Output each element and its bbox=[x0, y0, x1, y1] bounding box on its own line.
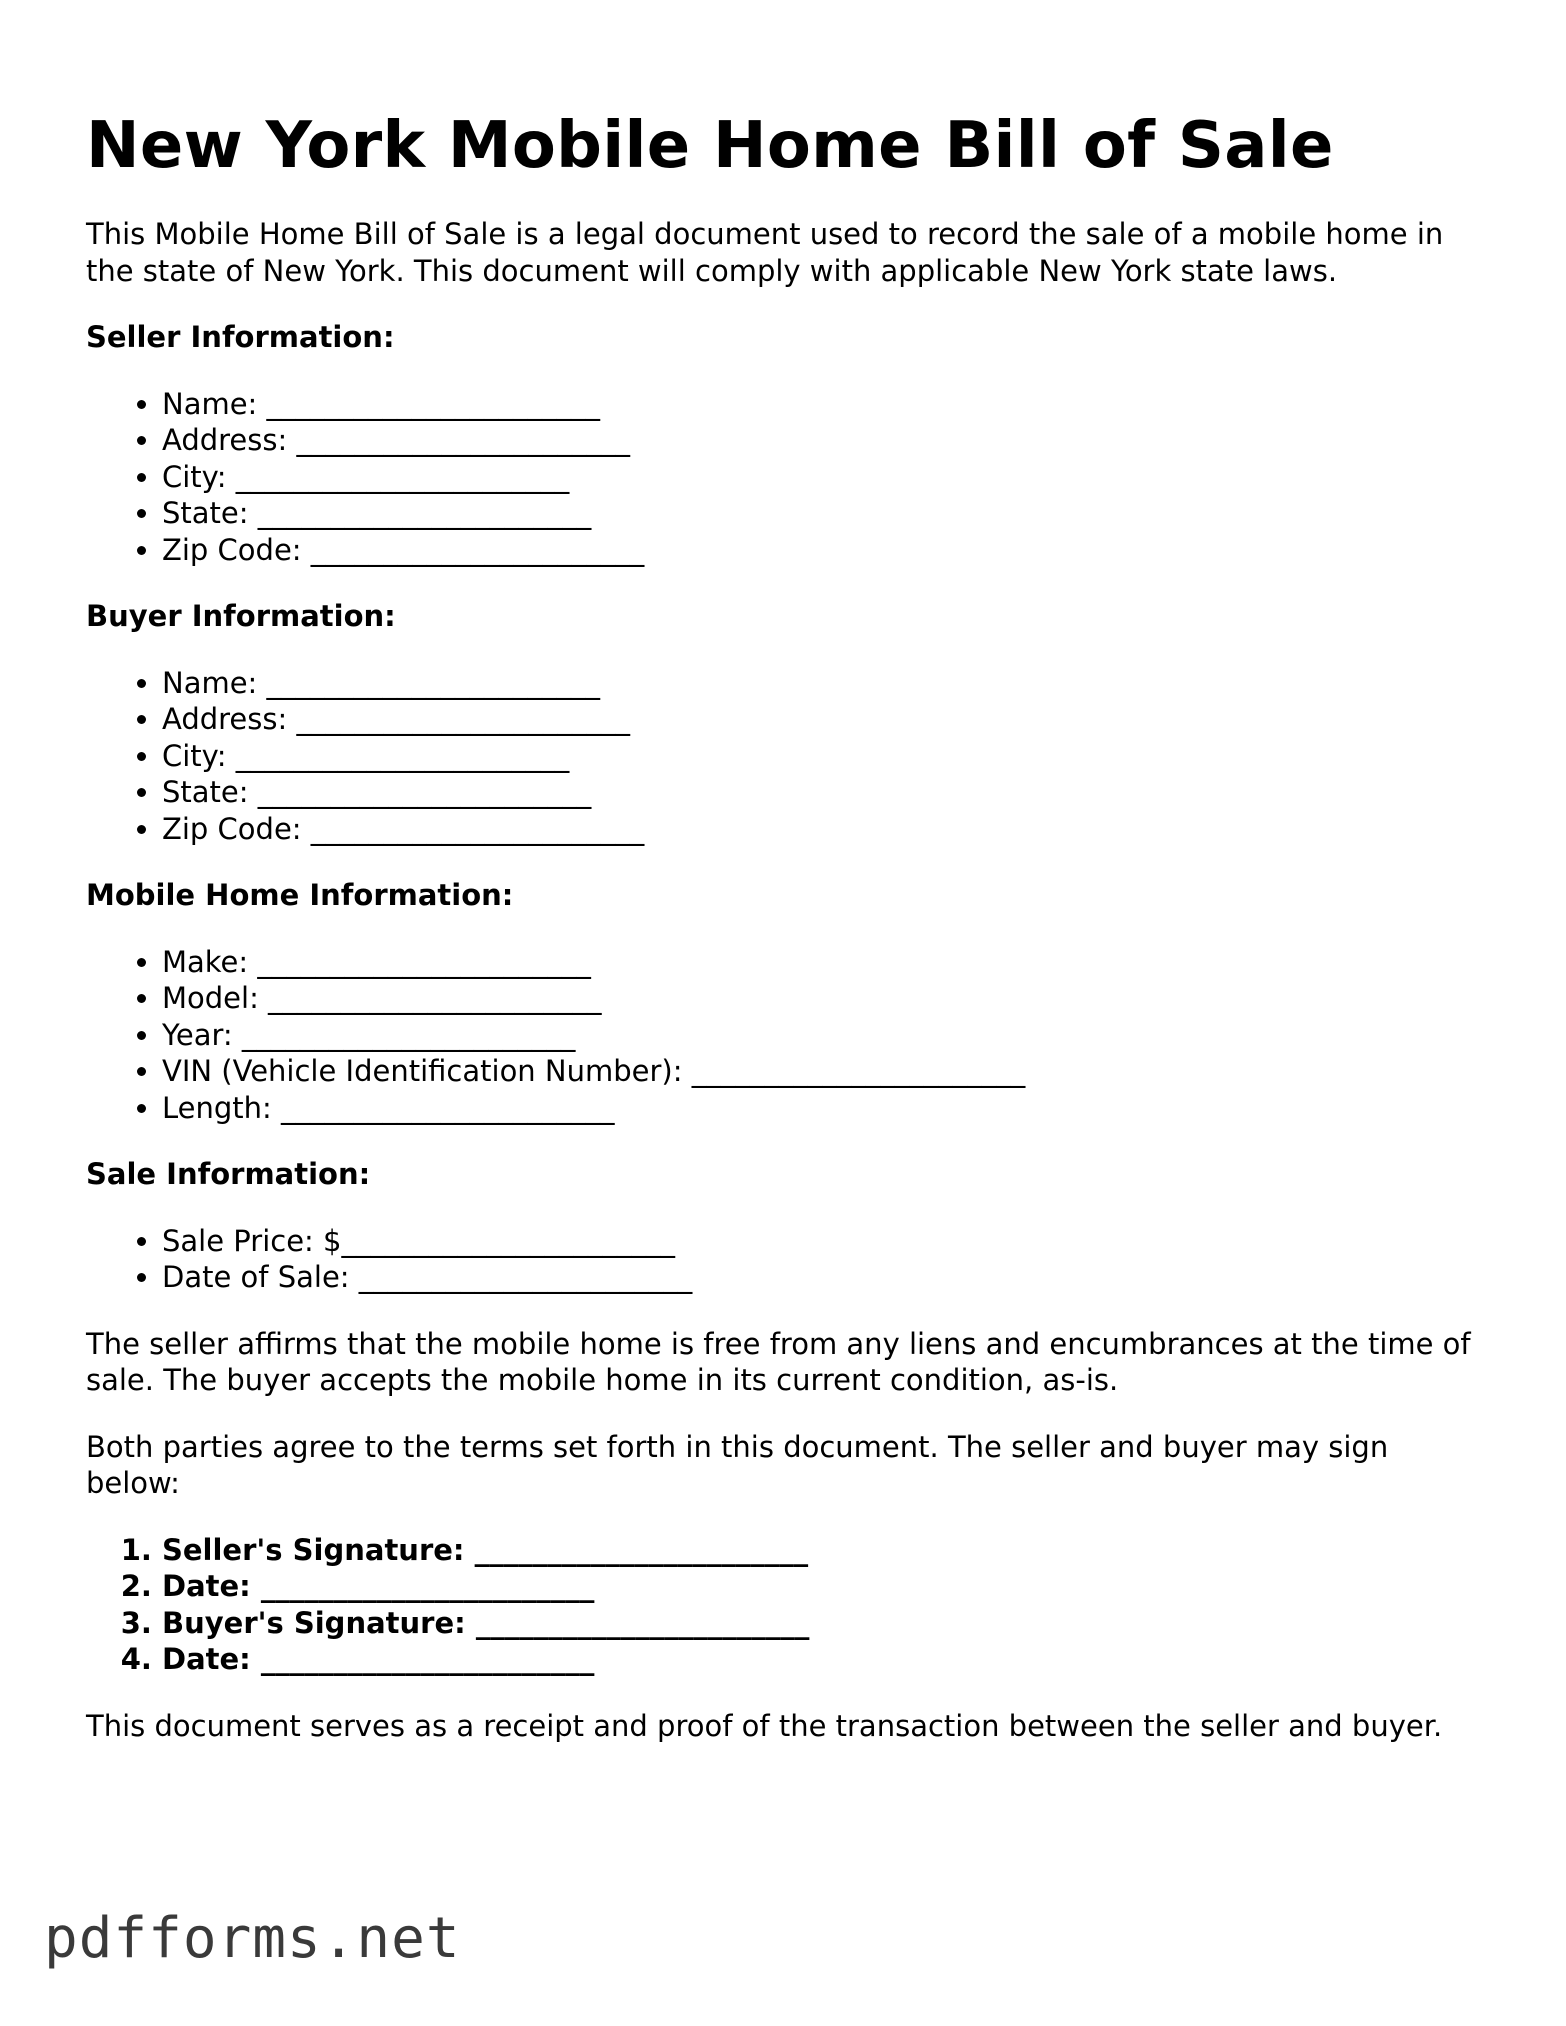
agreement-paragraph: Both parties agree to the terms set forth in this document. The seller and buyer may sign below: bbox=[86, 1429, 1389, 1500]
home-year-field[interactable]: • Year: _______________________ bbox=[162, 1017, 1486, 1054]
home-make-field[interactable]: • Make: _______________________ bbox=[162, 944, 1486, 981]
sale-price-field[interactable]: • Sale Price: $_______________________ bbox=[162, 1223, 1486, 1260]
closing-paragraph: This document serves as a receipt and proof of the transaction between the seller and buyer. bbox=[86, 1708, 1443, 1743]
seller-fields-list bbox=[86, 386, 1486, 569]
seller-state-field[interactable]: • State: _______________________ bbox=[162, 495, 1486, 532]
buyer-date-field[interactable]: 4. Date: _______________________ bbox=[162, 1641, 1486, 1678]
document-page bbox=[86, 106, 1486, 1744]
document-title: New York Mobile Home Bill of Sale bbox=[86, 109, 1334, 183]
buyer-city-field[interactable]: • City: _______________________ bbox=[162, 738, 1486, 775]
seller-city-field[interactable]: • City: _______________________ bbox=[162, 459, 1486, 496]
home-vin-field[interactable]: • VIN (Vehicle Identification Number): _______________________ bbox=[162, 1053, 1486, 1090]
seller-section-heading: Seller Information: bbox=[86, 320, 395, 354]
home-length-field[interactable]: • Length: _______________________ bbox=[162, 1090, 1486, 1127]
seller-address-field[interactable]: • Address: _______________________ bbox=[162, 422, 1486, 459]
buyer-name-field[interactable]: • Name: _______________________ bbox=[162, 665, 1486, 702]
intro-paragraph: This Mobile Home Bill of Sale is a legal document used to record the sale of a mobile home in the state of New York. This document will comply with applicable New York state laws. bbox=[86, 217, 1444, 288]
seller-zip-field[interactable]: • Zip Code: _______________________ bbox=[162, 532, 1486, 569]
buyer-state-field[interactable]: • State: _______________________ bbox=[162, 774, 1486, 811]
signature-list bbox=[86, 1532, 1486, 1678]
affirmation-paragraph: The seller affirms that the mobile home is free from any liens and encumbrances at the time of sale. The buyer accepts the mobile home in its current condition, as-is. bbox=[86, 1326, 1471, 1397]
buyer-section-heading: Buyer Information: bbox=[86, 599, 396, 633]
sale-date-field[interactable]: • Date of Sale: _______________________ bbox=[162, 1259, 1486, 1296]
seller-date-field[interactable]: 2. Date: _______________________ bbox=[162, 1568, 1486, 1605]
buyer-signature-field[interactable]: 3. Buyer's Signature: _______________________ bbox=[162, 1605, 1486, 1642]
buyer-address-field[interactable]: • Address: _______________________ bbox=[162, 701, 1486, 738]
sale-fields-list bbox=[86, 1223, 1486, 1296]
home-model-field[interactable]: • Model: _______________________ bbox=[162, 980, 1486, 1017]
buyer-fields-list bbox=[86, 665, 1486, 848]
sale-section-heading: Sale Information: bbox=[86, 1157, 371, 1191]
home-fields-list bbox=[86, 944, 1486, 1127]
buyer-zip-field[interactable]: • Zip Code: _______________________ bbox=[162, 811, 1486, 848]
seller-name-field[interactable]: • Name: _______________________ bbox=[162, 386, 1486, 423]
watermark-logo: pdfforms.net bbox=[44, 1906, 461, 1971]
home-section-heading: Mobile Home Information: bbox=[86, 878, 514, 912]
seller-signature-field[interactable]: 1. Seller's Signature: _______________________ bbox=[162, 1532, 1486, 1569]
